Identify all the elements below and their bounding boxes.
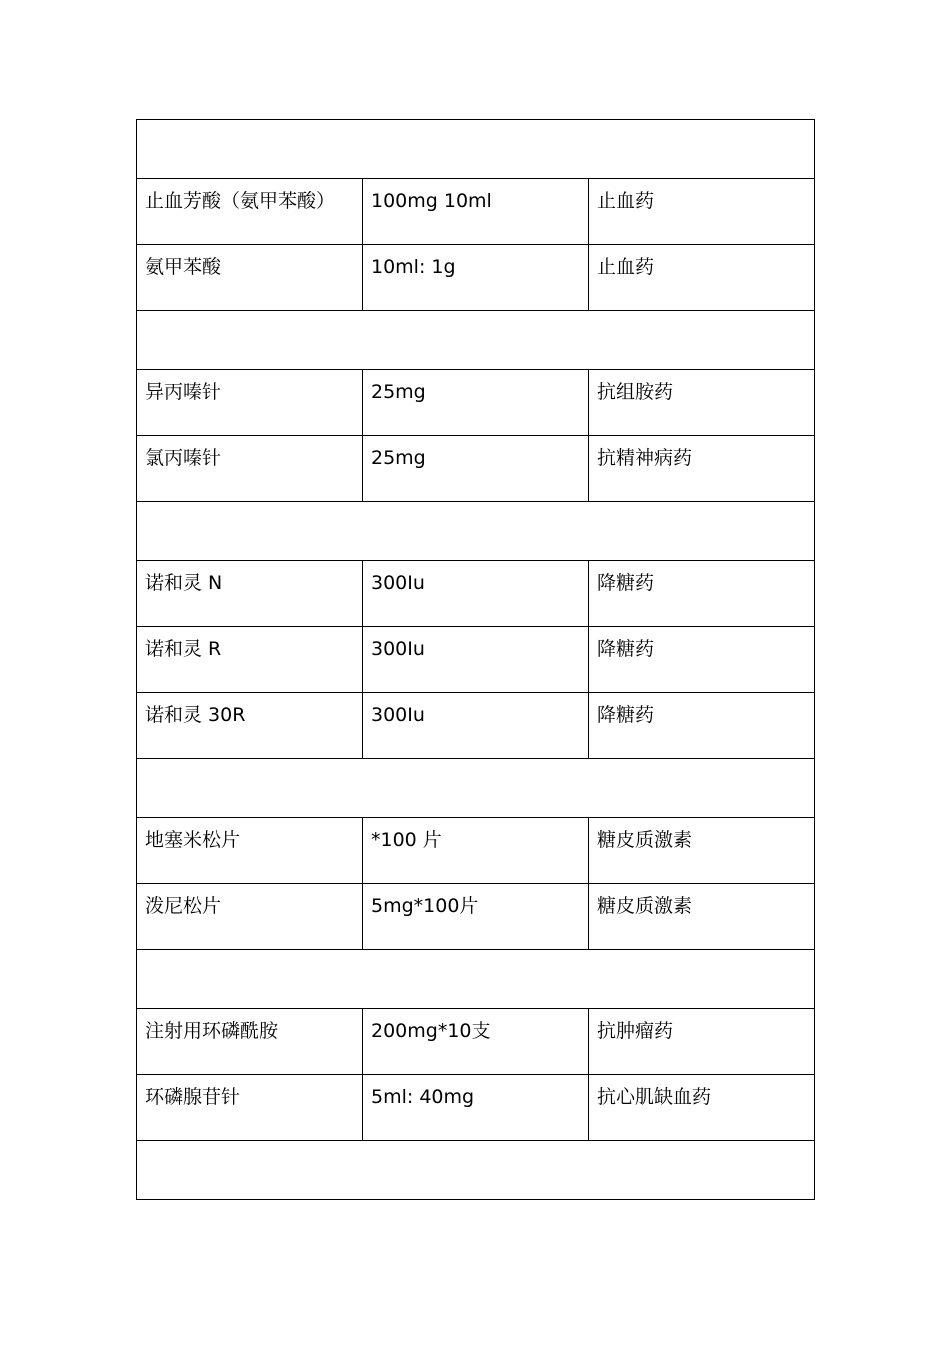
drug-name-cell: 诺和灵 N [137, 561, 363, 627]
drug-name-cell: 氯丙嗪针 [137, 436, 363, 502]
section-separator-row [137, 311, 815, 370]
separator-cell [137, 950, 815, 1009]
drug-category-cell: 抗组胺药 [589, 370, 815, 436]
separator-cell [137, 759, 815, 818]
table-row [137, 245, 815, 311]
drug-spec-cell: 200mg*10支 [363, 1009, 589, 1075]
section-separator-row [137, 1141, 815, 1200]
separator-cell [137, 311, 815, 370]
section-separator-row [137, 950, 815, 1009]
drug-category-cell: 抗肿瘤药 [589, 1009, 815, 1075]
drug-name-cell: 地塞米松片 [137, 818, 363, 884]
table-row [137, 370, 815, 436]
table-row [137, 693, 815, 759]
drug-name-cell: 注射用环磷酰胺 [137, 1009, 363, 1075]
drug-name-cell: 诺和灵 30R [137, 693, 363, 759]
drug-name-cell: 氨甲苯酸 [137, 245, 363, 311]
drug-category-cell: 降糖药 [589, 693, 815, 759]
table-row [137, 818, 815, 884]
drug-name-cell: 环磷腺苷针 [137, 1075, 363, 1141]
drug-spec-cell: 10ml: 1g [363, 245, 589, 311]
section-separator-row [137, 502, 815, 561]
drug-category-cell: 抗精神病药 [589, 436, 815, 502]
table-row [137, 884, 815, 950]
drug-name-cell: 泼尼松片 [137, 884, 363, 950]
drug-category-cell: 止血药 [589, 245, 815, 311]
drug-spec-cell: 100mg 10ml [363, 179, 589, 245]
section-separator-row [137, 759, 815, 818]
drug-spec-cell: 25mg [363, 370, 589, 436]
drug-table-body [137, 120, 815, 1200]
table-row [137, 1075, 815, 1141]
drug-name-cell: 诺和灵 R [137, 627, 363, 693]
table-row [137, 627, 815, 693]
table-row [137, 436, 815, 502]
drug-spec-cell: 25mg [363, 436, 589, 502]
table-row [137, 1009, 815, 1075]
drug-category-cell: 止血药 [589, 179, 815, 245]
drug-spec-cell: 300Ⅰu [363, 561, 589, 627]
drug-category-cell: 糖皮质激素 [589, 818, 815, 884]
drug-name-cell: 止血芳酸（氨甲苯酸） [137, 179, 363, 245]
table-row [137, 179, 815, 245]
drug-category-cell: 糖皮质激素 [589, 884, 815, 950]
drug-spec-cell: 300Ⅰu [363, 693, 589, 759]
section-separator-row [137, 120, 815, 179]
drug-spec-cell: 5ml: 40mg [363, 1075, 589, 1141]
drug-category-cell: 抗心肌缺血药 [589, 1075, 815, 1141]
drug-spec-cell: 5mg*100片 [363, 884, 589, 950]
drug-table [136, 119, 815, 1200]
drug-spec-cell: *100 片 [363, 818, 589, 884]
drug-name-cell: 异丙嗪针 [137, 370, 363, 436]
drug-category-cell: 降糖药 [589, 627, 815, 693]
separator-cell [137, 502, 815, 561]
separator-cell [137, 120, 815, 179]
table-row [137, 561, 815, 627]
drug-spec-cell: 300Ⅰu [363, 627, 589, 693]
separator-cell [137, 1141, 815, 1200]
drug-category-cell: 降糖药 [589, 561, 815, 627]
